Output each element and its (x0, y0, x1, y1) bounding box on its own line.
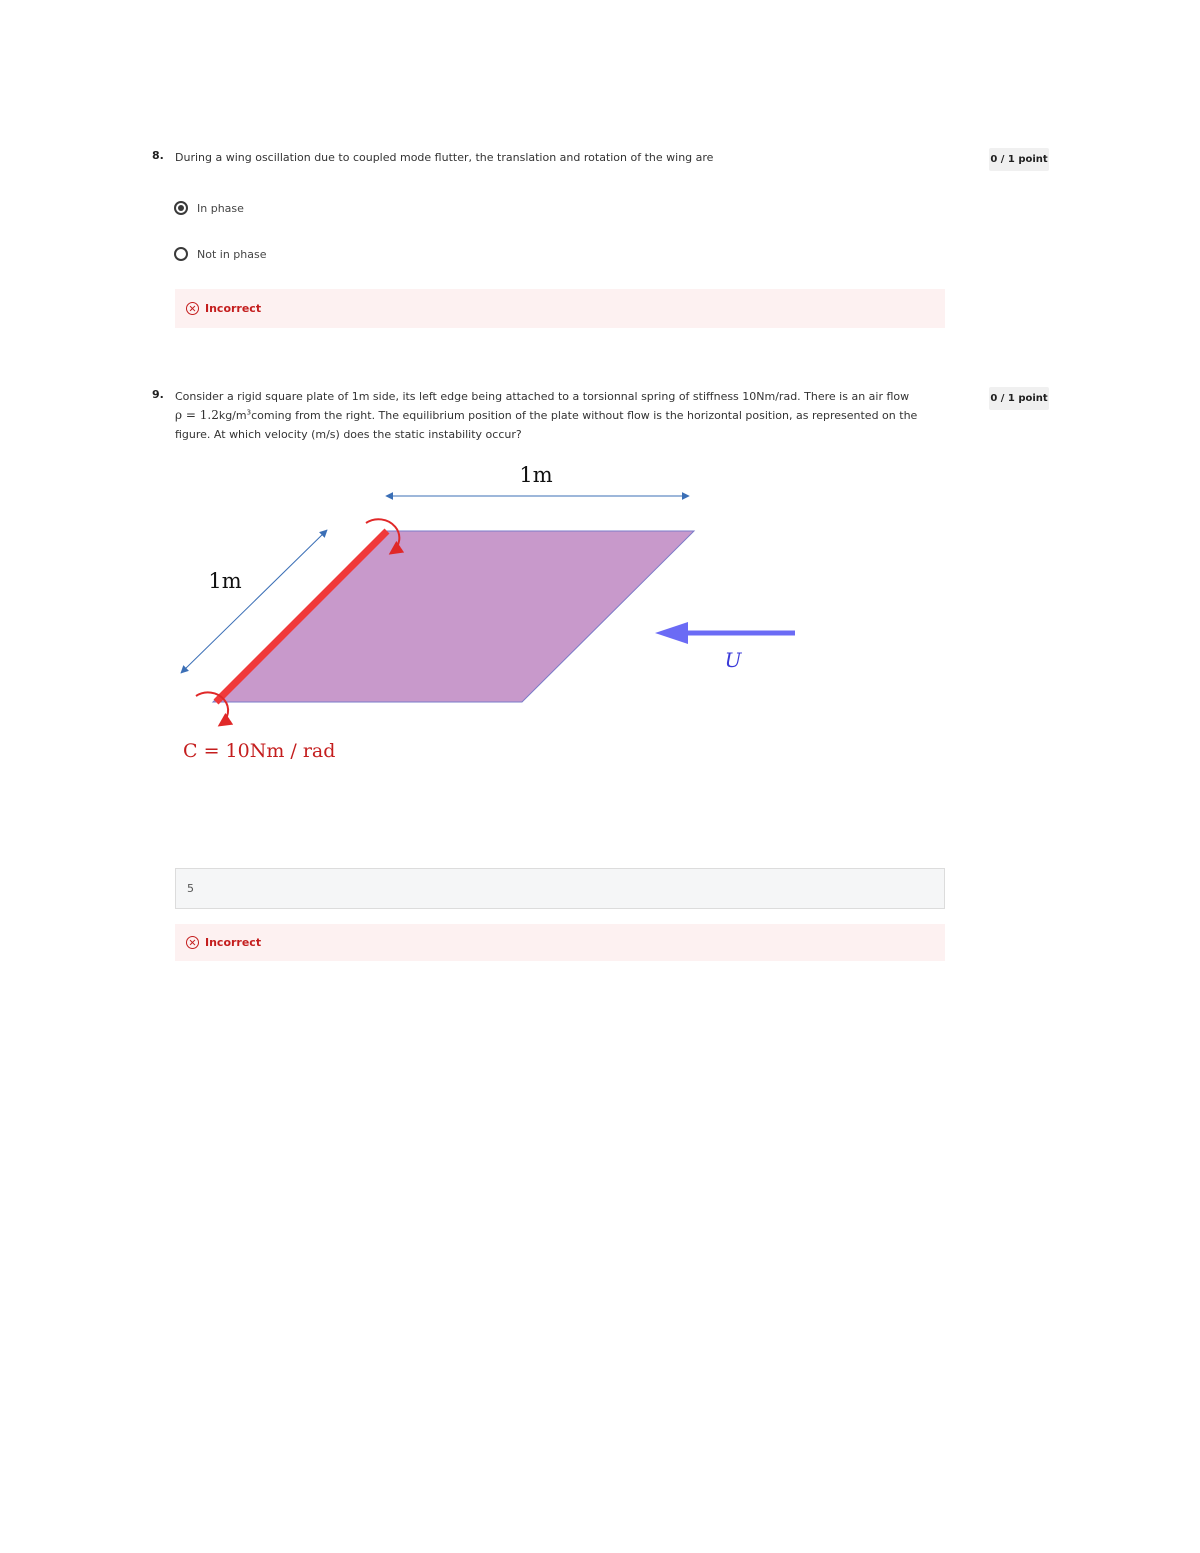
question-text-line-3: figure. At which velocity (m/s) does the static instability occur? (175, 428, 522, 441)
feedback-incorrect (175, 924, 945, 961)
feedback-incorrect (175, 289, 945, 328)
plate-shape (213, 531, 694, 702)
question-text-line-2-rest: coming from the right. The equilibrium position of the plate without flow is the horizontal position, as represented on the (251, 409, 918, 422)
plate-figure (0, 385, 1200, 785)
incorrect-x-icon (186, 302, 199, 315)
question-number: 9. (152, 388, 164, 401)
rho-exponent: 3 (246, 408, 252, 417)
flow-arrow-head-icon (655, 622, 688, 644)
radio-unselected-icon[interactable] (174, 247, 188, 261)
points-badge: 0 / 1 point (989, 387, 1049, 410)
option-not-in-phase[interactable] (174, 244, 267, 264)
question-number: 8. (152, 149, 164, 162)
option-label: Not in phase (197, 247, 267, 261)
question-text-line-1: Consider a rigid square plate of 1m side, its left edge being attached to a torsionnal spring of stiffness 10Nm/rad. There is an air flow (175, 390, 910, 403)
option-in-phase[interactable] (174, 198, 244, 218)
incorrect-x-icon (186, 936, 199, 949)
question-text: During a wing oscillation due to coupled mode flutter, the translation and rotation of the wing are (175, 151, 714, 164)
side-length-label: 1m (208, 569, 242, 593)
feedback-label: Incorrect (205, 936, 262, 949)
feedback-label: Incorrect (205, 302, 262, 315)
top-length-label: 1m (519, 463, 553, 487)
points-badge: 0 / 1 point (989, 148, 1049, 171)
spring-stiffness-label: C = 10Nm / rad (183, 740, 336, 762)
rho-math: ρ = 1.2 (175, 408, 219, 422)
answer-input[interactable]: 5 (175, 868, 945, 909)
option-label: In phase (197, 201, 244, 215)
rho-units: kg/m (218, 409, 247, 422)
flow-velocity-label: U (724, 648, 742, 672)
radio-selected-icon[interactable] (174, 201, 188, 215)
